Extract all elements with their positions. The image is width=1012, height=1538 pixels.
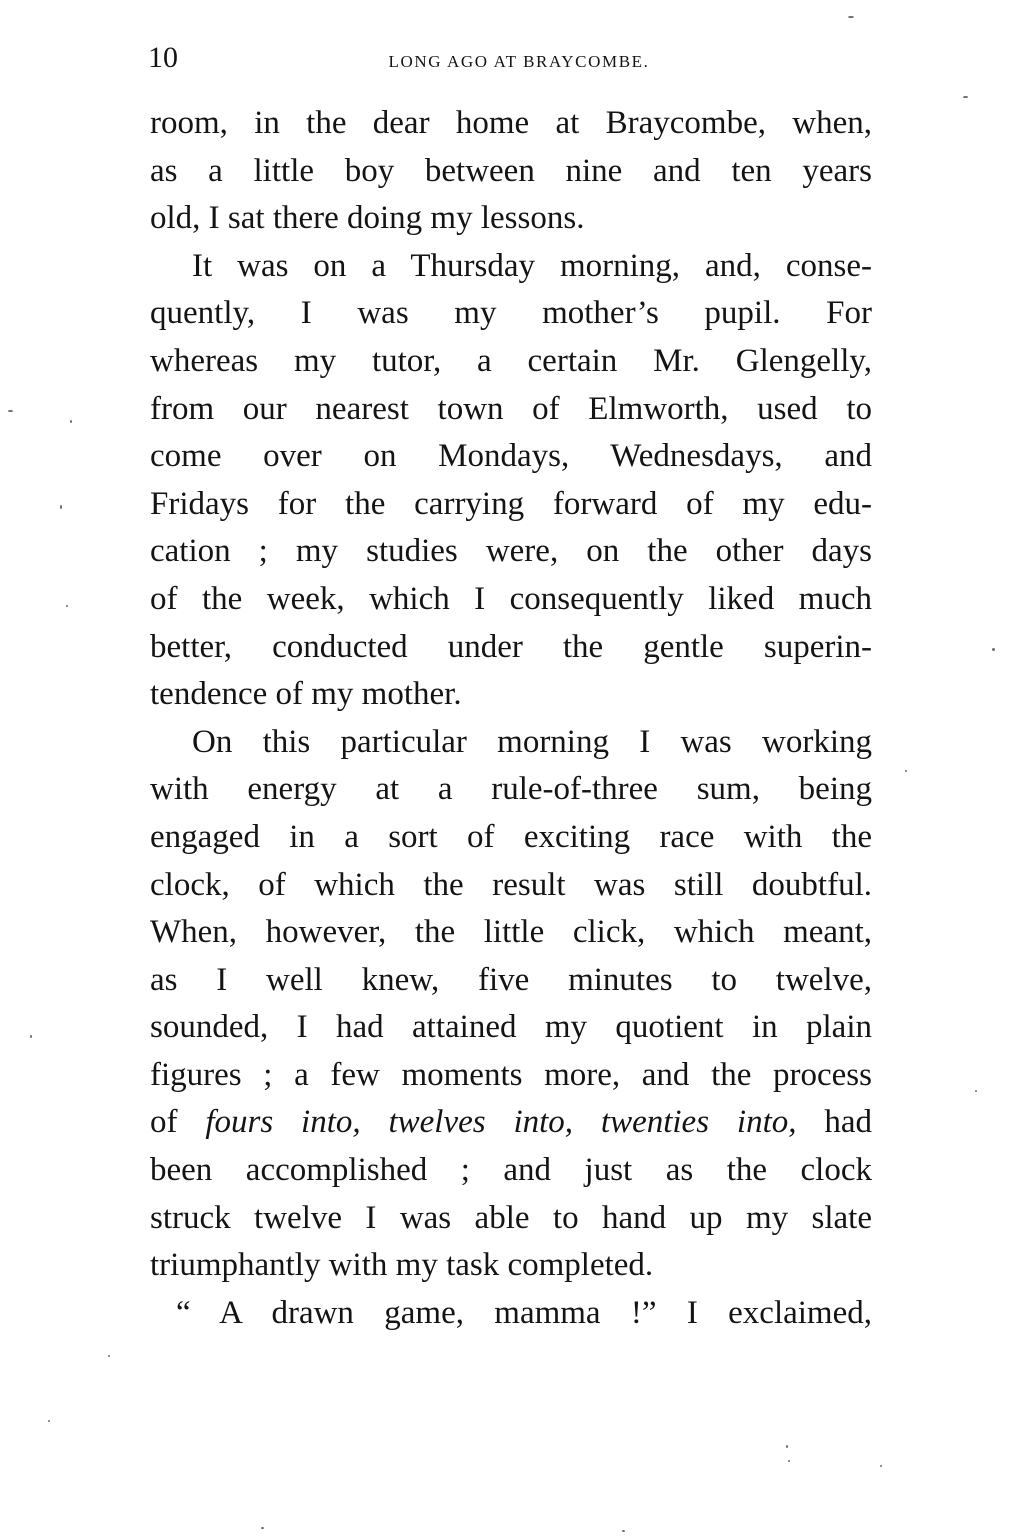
- scan-speck: [880, 1465, 882, 1467]
- text-line: with energy at a rule-of-three sum, being: [150, 771, 872, 808]
- page-number: 10: [148, 41, 178, 74]
- text-line: old, I sat there doing my lessons.: [150, 200, 585, 237]
- scan-speck: [786, 1445, 788, 1448]
- text-line: cation ; my studies were, on the other days: [150, 533, 872, 570]
- scan-speck: [70, 420, 72, 423]
- text-line: clock, of which the result was still doubtful.: [150, 866, 872, 903]
- text-line: quently, I was my mother’s pupil. For: [150, 295, 872, 332]
- scan-speck: [48, 1420, 50, 1422]
- scan-speck: [788, 1460, 790, 1462]
- text-line: It was on a Thursday morning, and, conse-: [192, 247, 872, 284]
- text-line: struck twelve I was able to hand up my slate: [150, 1199, 872, 1236]
- scan-speck: [848, 16, 854, 18]
- text-line: as a little boy between nine and ten years: [150, 152, 872, 189]
- text-line: room, in the dear home at Braycombe, when,: [150, 105, 872, 141]
- scan-speck: [8, 410, 13, 412]
- text-line: engaged in a sort of exciting race with the: [150, 818, 872, 855]
- text-line: of the week, which I consequently liked much: [150, 580, 872, 617]
- italic-phrase: fours into, twelves into, twenties into,: [205, 1104, 797, 1141]
- scan-speck: [963, 96, 968, 98]
- scan-speck: [622, 1530, 625, 1532]
- text-line: figures ; a few moments more, and the process: [150, 1056, 872, 1093]
- text-line: come over on Mondays, Wednesdays, and: [150, 438, 872, 475]
- scan-speck: [66, 605, 68, 607]
- scan-speck: [975, 1090, 977, 1092]
- text-line: On this particular morning I was working: [192, 723, 872, 760]
- scan-speck: [905, 770, 907, 772]
- text-line: “ A drawn game, mamma !” I exclaimed,: [176, 1294, 872, 1331]
- scan-speck: [60, 505, 62, 509]
- text-line-with-italics: [150, 1099, 872, 1147]
- text-line: When, however, the little click, which meant,: [150, 914, 872, 951]
- text-line: sounded, I had attained my quotient in plain: [150, 1009, 872, 1046]
- text-fragment: of: [150, 1104, 206, 1141]
- text-line: tendence of my mother.: [150, 676, 462, 713]
- text-line: as I well knew, five minutes to twelve,: [150, 961, 872, 998]
- running-head: LONG AGO AT BRAYCOMBE.: [388, 52, 650, 71]
- scan-speck: [261, 1527, 264, 1529]
- text-line: triumphantly with my task completed.: [150, 1247, 654, 1284]
- text-line: been accomplished ; and just as the clock: [150, 1152, 872, 1189]
- text-line: from our nearest town of Elmworth, used to: [150, 390, 872, 427]
- scan-speck: [30, 1035, 32, 1038]
- text-line: better, conducted under the gentle superin-: [150, 628, 872, 665]
- body-text: [150, 100, 872, 1337]
- text-line: Fridays for the carrying forward of my edu-: [150, 485, 872, 522]
- text-line: whereas my tutor, a certain Mr. Glengelly,: [150, 342, 872, 379]
- scan-speck: [992, 648, 995, 651]
- scan-speck: [108, 1355, 110, 1357]
- text-fragment: had: [796, 1104, 872, 1141]
- page-header: [148, 38, 872, 78]
